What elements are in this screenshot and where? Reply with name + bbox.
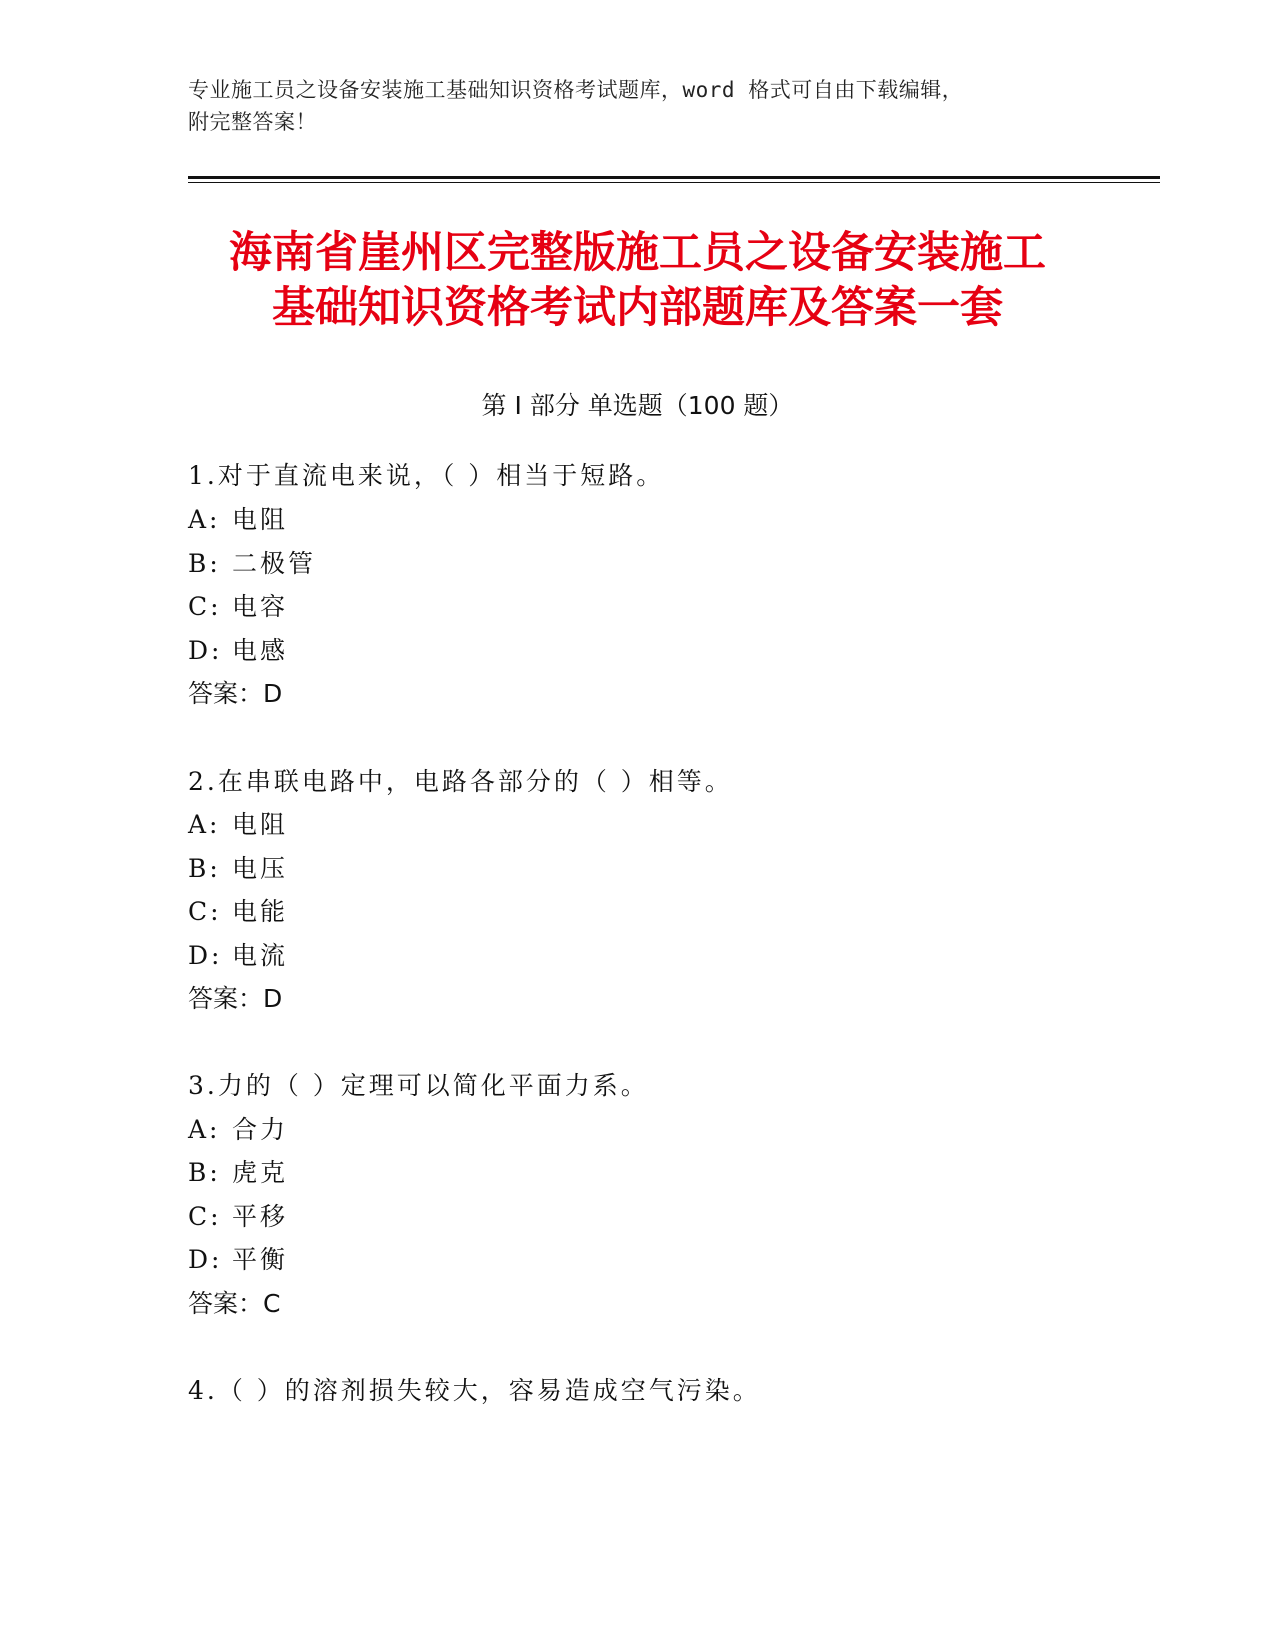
question-2-option-a (188, 807, 288, 843)
header-divider-thick (188, 176, 1160, 179)
option-text: 电阻 (232, 810, 289, 839)
option-key: D: (188, 941, 223, 970)
option-key: B: (188, 854, 221, 883)
option-text: 电能 (232, 897, 289, 926)
option-key: D: (188, 636, 223, 665)
option-key: B: (188, 549, 221, 578)
option-text: 电流 (232, 941, 289, 970)
header-note-line-1: 专业施工员之设备安装施工基础知识资格考试题库，word 格式可自由下载编辑， (188, 78, 964, 102)
option-text: 平移 (232, 1202, 289, 1231)
question-3-option-d (188, 1242, 288, 1278)
option-key: C: (188, 1202, 222, 1231)
question-1-answer: 答案：D (188, 679, 283, 708)
question-1-option-d (188, 633, 288, 669)
question-3-stem: 3.力的（ ）定理可以简化平面力系。 (188, 1071, 649, 1100)
header-note-line-2: 附完整答案！ (188, 110, 317, 134)
option-key: C: (188, 897, 222, 926)
option-key: A: (188, 1115, 221, 1144)
option-text: 二极管 (232, 549, 317, 578)
question-1-option-b (188, 546, 316, 582)
question-3-option-a (188, 1112, 288, 1148)
document-title-line-1: 海南省崖州区完整版施工员之设备安装施工 (229, 228, 1046, 278)
question-2-stem: 2.在串联电路中，电路各部分的（ ）相等。 (188, 767, 733, 796)
option-key: D: (188, 1245, 223, 1274)
header-divider-thin (188, 182, 1160, 183)
option-text: 电压 (232, 854, 289, 883)
option-text: 电阻 (232, 505, 289, 534)
question-3-option-c (188, 1199, 288, 1235)
section-heading: 第 I 部分 单选题（100 题） (481, 391, 794, 420)
question-4-stem: 4.（ ）的溶剂损失较大，容易造成空气污染。 (188, 1376, 761, 1405)
option-text: 平衡 (232, 1245, 289, 1274)
option-text: 虎克 (232, 1158, 289, 1187)
option-key: B: (188, 1158, 221, 1187)
document-title-line-2: 基础知识资格考试内部题库及答案一套 (272, 283, 1003, 333)
question-2-option-b (188, 851, 288, 887)
option-text: 合力 (232, 1115, 289, 1144)
header-note (188, 74, 1088, 138)
option-text: 电容 (232, 592, 289, 621)
question-1-option-a (188, 502, 288, 538)
question-1-option-c (188, 589, 288, 625)
question-2-option-c (188, 894, 288, 930)
question-3-option-b (188, 1155, 288, 1191)
question-2-option-d (188, 938, 288, 974)
question-1-stem: 1.对于直流电来说，（ ）相当于短路。 (188, 461, 665, 490)
option-key: C: (188, 592, 222, 621)
option-key: A: (188, 505, 221, 534)
question-2-answer: 答案：D (188, 984, 283, 1013)
option-key: A: (188, 810, 221, 839)
question-3-answer: 答案：C (188, 1289, 281, 1318)
option-text: 电感 (232, 636, 289, 665)
document-title (150, 226, 1125, 336)
